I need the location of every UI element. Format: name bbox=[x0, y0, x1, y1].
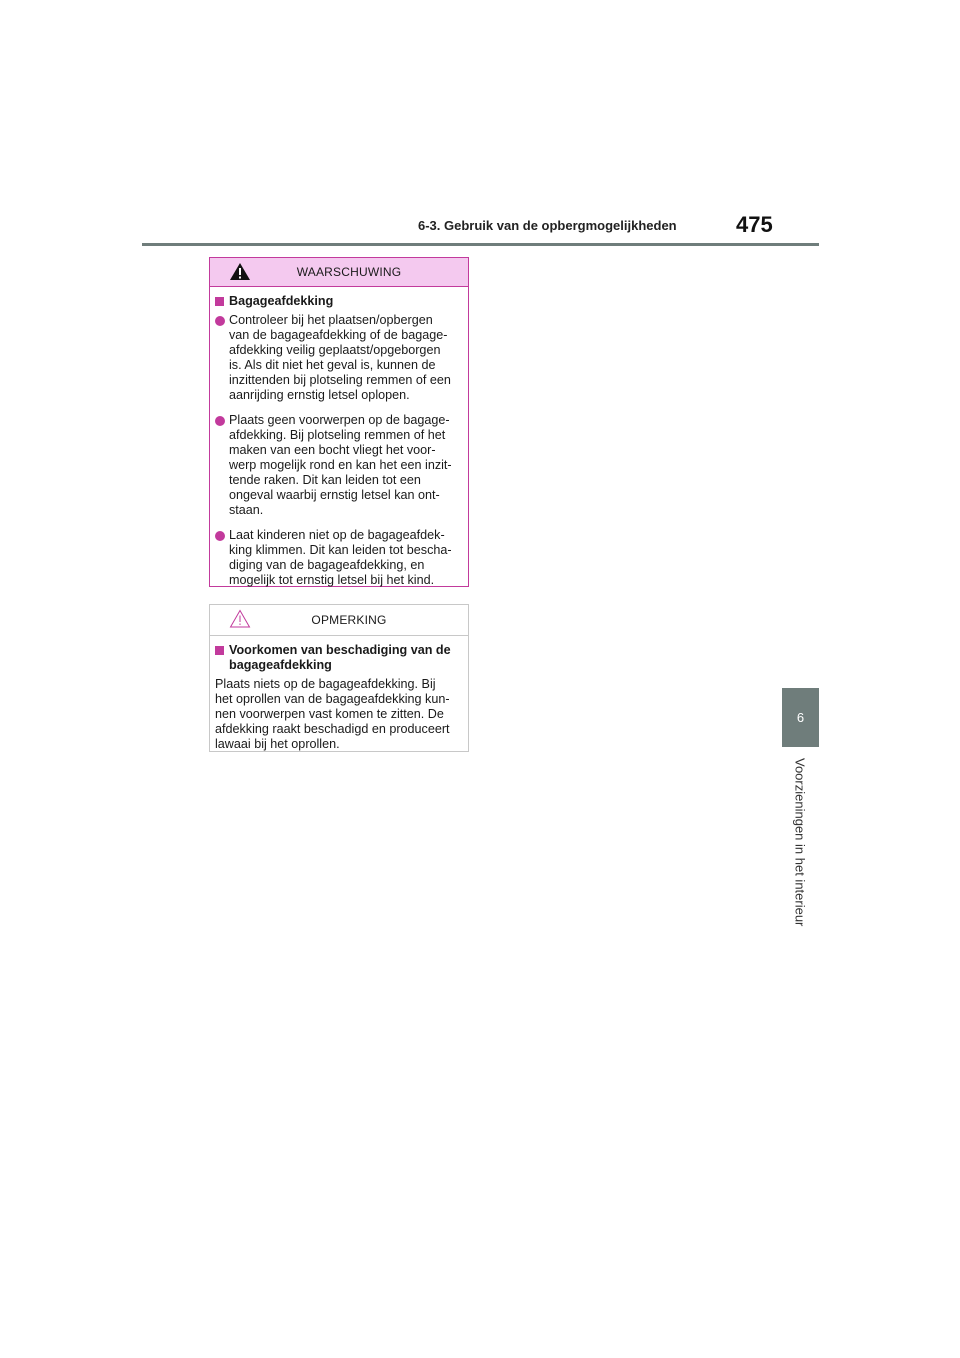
warning-bullet-line: Plaats geen voorwerpen op de bagage- bbox=[229, 413, 450, 427]
warning-bullet-item bbox=[215, 313, 460, 403]
warning-bullet-line: is. Als dit niet het geval is, kunnen de bbox=[229, 358, 436, 372]
warning-triangle-outline-icon bbox=[229, 609, 251, 632]
notice-box bbox=[209, 604, 469, 752]
warning-bullet-item bbox=[215, 413, 460, 518]
header-rule bbox=[142, 243, 819, 246]
warning-bullet-text bbox=[229, 313, 451, 403]
warning-bullet-line: afdekking. Bij plotseling remmen of het bbox=[229, 428, 446, 442]
chapter-title: Voorzieningen in het interieur bbox=[792, 758, 808, 927]
warning-box-title: WAARSCHUWING bbox=[296, 264, 402, 279]
warning-bullet-line: mogelijk tot ernstig letsel bij het kind. bbox=[229, 573, 435, 587]
notice-heading bbox=[215, 643, 460, 673]
warning-heading-text: Bagageafdekking bbox=[229, 294, 334, 308]
warning-bullet-line: ongeval waarbij ernstig letsel kan ont- bbox=[229, 488, 440, 502]
warning-bullet-line: diging van de bagageafdekking, en bbox=[229, 558, 425, 572]
warning-bullet-item bbox=[215, 528, 460, 588]
notice-paragraph-line: het oprollen van de bagageafdekking kun- bbox=[215, 692, 450, 706]
notice-paragraph-line: Plaats niets op de bagageafdekking. Bij bbox=[215, 677, 436, 691]
warning-heading bbox=[215, 294, 460, 309]
chapter-tab bbox=[782, 688, 819, 747]
chapter-number: 6 bbox=[796, 710, 805, 725]
warning-box bbox=[209, 257, 469, 587]
warning-box-header bbox=[210, 258, 468, 287]
warning-bullet-line: maken van een bocht vliegt het voor- bbox=[229, 443, 436, 457]
section-title: 6-3. Gebruik van de opbergmogelijkheden bbox=[418, 218, 677, 233]
warning-bullet-line: aanrijding ernstig letsel oplopen. bbox=[229, 388, 410, 402]
square-bullet-icon bbox=[215, 297, 224, 306]
warning-bullet-line: tende raken. Dit kan leiden tot een bbox=[229, 473, 421, 487]
notice-heading-line: Voorkomen van beschadiging van de bbox=[229, 643, 451, 657]
warning-bullet-list bbox=[215, 313, 460, 588]
notice-paragraph bbox=[215, 677, 460, 752]
notice-box-title: OPMERKING bbox=[311, 612, 387, 627]
notice-box-header bbox=[210, 605, 468, 636]
warning-bullet-line: Laat kinderen niet op de bagageafdek- bbox=[229, 528, 445, 542]
warning-bullet-text bbox=[229, 413, 452, 518]
notice-paragraph-line: afdekking raakt beschadigd en produceert bbox=[215, 722, 450, 736]
notice-box-body bbox=[210, 636, 468, 752]
notice-heading-line: bagageafdekking bbox=[229, 658, 332, 672]
circle-bullet-icon bbox=[215, 316, 225, 326]
warning-bullet-line: inzittenden bij plotseling remmen of een bbox=[229, 373, 451, 387]
circle-bullet-icon bbox=[215, 531, 225, 541]
warning-bullet-line: afdekking veilig geplaatst/opgeborgen bbox=[229, 343, 441, 357]
warning-bullet-line: staan. bbox=[229, 503, 264, 517]
warning-bullet-line: king klimmen. Dit kan leiden tot bescha- bbox=[229, 543, 452, 557]
warning-triangle-filled-icon bbox=[229, 262, 251, 285]
warning-box-body bbox=[210, 287, 468, 588]
warning-bullet-line: werp mogelijk rond en kan het een inzit- bbox=[229, 458, 452, 472]
circle-bullet-icon bbox=[215, 416, 225, 426]
notice-paragraph-line: nen voorwerpen vast komen te zitten. De bbox=[215, 707, 444, 721]
warning-bullet-line: van de bagageafdekking of de bagage- bbox=[229, 328, 448, 342]
warning-bullet-line: Controleer bij het plaatsen/opbergen bbox=[229, 313, 433, 327]
notice-paragraph-line: lawaai bij het oprollen. bbox=[215, 737, 340, 751]
notice-heading-text bbox=[229, 643, 451, 673]
square-bullet-icon bbox=[215, 646, 224, 655]
warning-bullet-text bbox=[229, 528, 452, 588]
page-number: 475 bbox=[736, 212, 773, 237]
